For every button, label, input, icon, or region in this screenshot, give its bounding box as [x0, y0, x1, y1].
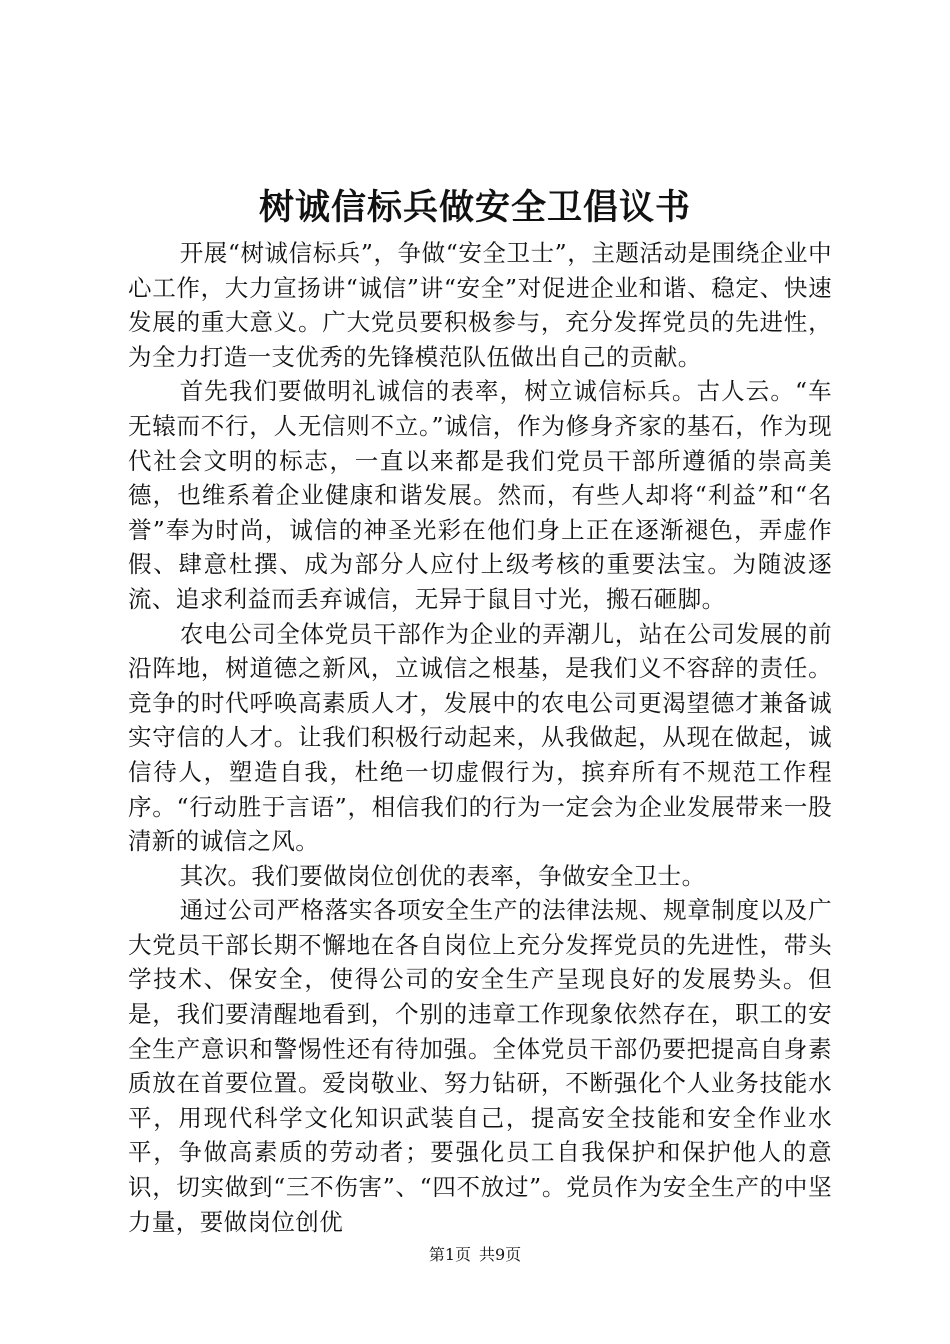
paragraph: 其次。我们要做岗位创优的表率，争做安全卫士。 [179, 861, 706, 890]
paragraph: 首先我们要做明礼诚信的表率，树立诚信标兵。古人云。“车无辕而不行，人无信则不立。”诚信，作为修身齐家的基石，作为现代社会文明的标志，一直以来都是我们党员干部所遵循的崇高美德，也维系着企业健康和谐发展。然而，有些人却将“利益”和“名誉”奉为时尚，诚信的神圣光彩在他们身上正在逐渐褪色，弄虚作假、肆意杜撰、成为部分人应付上级考核的重要法宝。为随波逐流、追求利益而丢弃诚信，无异于鼠目寸光，搬石砸脚。 [128, 377, 832, 613]
paragraph: 农电公司全体党员干部作为企业的弄潮儿，站在公司发展的前沿阵地，树道德之新风，立诚信之根基，是我们义不容辞的责任。竞争的时代呼唤高素质人才，发展中的农电公司更渴望德才兼备诚实守信的人才。让我们积极行动起来，从我做起，从现在做起，诚信待人，塑造自我，杜绝一切虚假行为，摈弃所有不规范工作程序。“行动胜于言语”，相信我们的行为一定会为企业发展带来一股清新的诚信之风。 [128, 619, 832, 856]
page-total: 共9页 [479, 1245, 522, 1264]
paragraph: 通过公司严格落实各项安全生产的法律法规、规章制度以及广大党员干部长期不懈地在各自岗位上充分发挥党员的先进性，带头学技术、保安全，使得公司的安全生产呈现良好的发展势头。但是，我们要清醒地看到，个别的违章工作现象依然存在，职工的安全生产意识和警惕性还有待加强。全体党员干部仍要把提高自身素质放在首要位置。爱岗敬业、努力钻研，不断强化个人业务技能水平，用现代科学文化知识武装自己，提高安全技能和安全作业水平，争做高素质的劳动者；要强化员工自我保护和保护他人的意识，切实做到“三不伤害”、“四不放过”。党员作为安全生产的中坚力量，要做岗位创优 [128, 896, 832, 1236]
page-footer [0, 1243, 950, 1267]
document-body [128, 236, 832, 1239]
paragraph: 开展“树诚信标兵”，争做“安全卫士”，主题活动是围绕企业中心工作，大力宣扬讲“诚信”讲“安全”对促进企业和谐、稳定、快速发展的重大意义。广大党员要积极参与，充分发挥党员的先进性，为全力打造一支优秀的先锋模范队伍做出自己的贡献。 [128, 239, 832, 371]
page-number: 第1页 [428, 1245, 471, 1264]
document-title: 树诚信标兵做安全卫倡议书 [258, 187, 691, 228]
